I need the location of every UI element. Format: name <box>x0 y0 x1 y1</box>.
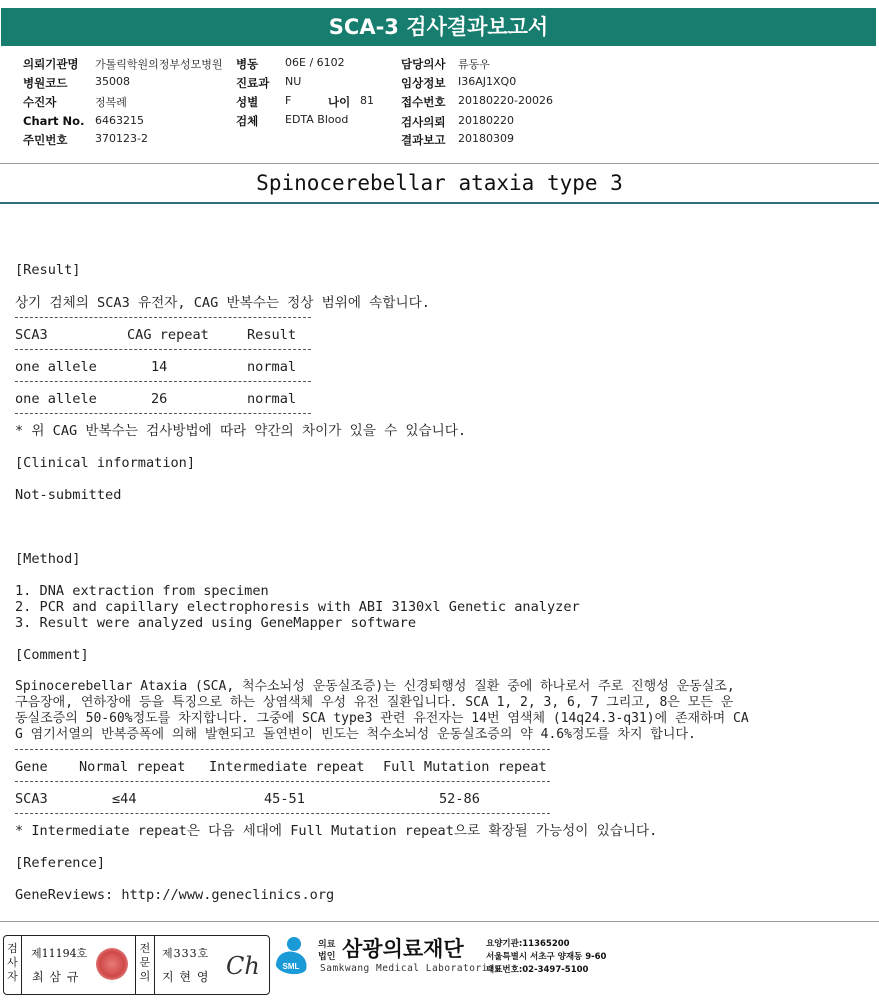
method-item: 3. Result were analyzed using GeneMapper software <box>15 615 417 631</box>
value-resident-no: 370123-2 <box>95 132 148 145</box>
label-specimen: 검체 <box>236 114 259 128</box>
clinical-heading: [Clinical information] <box>15 455 196 471</box>
value-physician: 류동우 <box>458 58 490 71</box>
table-divider <box>15 413 311 414</box>
contact-block <box>486 938 606 977</box>
gene-header-full-mutation: Full Mutation repeat <box>383 759 547 775</box>
method-item: 1. DNA extraction from specimen <box>15 583 269 599</box>
gene-row-intermediate: 45-51 <box>264 791 305 807</box>
value-sex: F <box>285 94 292 107</box>
result-row-allele: one allele <box>15 391 97 407</box>
title-underline <box>0 202 879 204</box>
org-name: 삼광의료재단 <box>342 937 464 961</box>
tester-seal-icon <box>96 948 128 980</box>
divider <box>0 163 879 164</box>
reviewer-signature: Ch <box>226 952 260 980</box>
gene-note: * Intermediate repeat은 다음 세대에 Full Mutation repeat으로 확장될 가능성이 있습니다. <box>15 823 658 839</box>
report-footer <box>0 930 879 1000</box>
footer-divider <box>0 921 879 922</box>
sml-logo-icon <box>272 936 312 976</box>
reference-heading: [Reference] <box>15 855 106 871</box>
org-prefix: 의료 법인 <box>318 940 336 962</box>
label-report-date: 결과보고 <box>401 133 446 147</box>
clinical-text: Not-submitted <box>15 487 122 503</box>
label-physician: 담당의사 <box>401 57 446 71</box>
report-header-title: SCA-3 검사결과보고서 <box>328 15 549 39</box>
value-accession-no: 20180220-20026 <box>458 94 553 107</box>
value-ward: 06E / 6102 <box>285 56 345 69</box>
table-divider <box>15 349 311 350</box>
report-title-bar <box>1 8 876 46</box>
report-main-title: Spinocerebellar ataxia type 3 <box>256 171 623 195</box>
tester-label: 검사자 <box>4 936 22 994</box>
method-heading: [Method] <box>15 551 81 567</box>
result-text: 상기 검체의 SCA3 유전자, CAG 반복수는 정상 범위에 속합니다. <box>15 295 430 311</box>
value-age: 81 <box>360 94 374 107</box>
signature-box <box>3 935 270 995</box>
contact-line: 대표번호:02-3497-5100 <box>486 965 589 975</box>
value-department: NU <box>285 75 302 88</box>
gene-header-normal: Normal repeat <box>79 759 186 775</box>
gene-row-full-mutation: 52-86 <box>439 791 480 807</box>
value-report-date: 20180309 <box>458 132 514 145</box>
result-header-result: Result <box>247 327 297 343</box>
label-hospital-code: 병원코드 <box>23 76 68 90</box>
comment-line: 동실조증의 50-60%정도를 차지합니다. 그중에 SCA type3 관련 유전자는 14번 염색체 (14q24.3-q31)에 존재하며 CA <box>15 711 749 726</box>
table-divider <box>15 781 550 782</box>
label-accession-no: 접수번호 <box>401 95 446 109</box>
patient-info <box>0 52 879 164</box>
gene-row-normal: ≤44 <box>112 791 137 807</box>
method-item: 2. PCR and capillary electrophoresis with ABI 3130xl Genetic analyzer <box>15 599 580 615</box>
value-specimen: EDTA Blood <box>285 113 349 126</box>
result-row-cag: 14 <box>151 359 168 375</box>
value-clinical-info: I36AJ1XQ0 <box>458 75 517 88</box>
result-row-cag: 26 <box>151 391 168 407</box>
reviewer-name: 지 현 영 <box>162 970 210 984</box>
label-sex: 성별 <box>236 95 259 109</box>
table-divider <box>15 813 550 814</box>
label-ward: 병동 <box>236 57 259 71</box>
gene-header-gene: Gene <box>15 759 48 775</box>
label-department: 진료과 <box>236 76 270 90</box>
tester-license-no: 제11194호 <box>31 947 88 960</box>
table-divider <box>15 749 550 750</box>
reference-text: GeneReviews: http://www.geneclinics.org <box>15 887 335 903</box>
gene-row-gene: SCA3 <box>15 791 48 807</box>
tester-name: 최 삼 규 <box>32 970 80 984</box>
comment-line: Spinocerebellar Ataxia (SCA, 척수소뇌성 운동실조증)는 신경퇴행성 질환 중에 하나로서 주로 진행성 운동실조, <box>15 679 735 694</box>
comment-line: G 염기서열의 반복증폭에 의해 발현되고 돌연변이 빈도는 척수소뇌성 운동실조증의 약 4.6%정도를 차지 합니다. <box>15 727 696 742</box>
contact-line: 서울특별시 서초구 양재동 9-60 <box>486 952 607 962</box>
label-clinical-info: 임상정보 <box>401 76 446 90</box>
comment-heading: [Comment] <box>15 647 89 663</box>
logo-badge-text: SML <box>282 962 300 971</box>
label-requesting-institution: 의뢰기관명 <box>23 57 79 71</box>
label-resident-no: 주민번호 <box>23 133 68 147</box>
org-english-name: Samkwang Medical Laboratories <box>320 963 501 974</box>
label-request-date: 검사의뢰 <box>401 115 446 129</box>
table-divider <box>15 317 311 318</box>
value-chart-no: 6463215 <box>95 114 144 127</box>
value-hospital-code: 35008 <box>95 75 130 88</box>
comment-line: 구음장애, 연하장애 등을 특징으로 하는 상염색체 우성 유전 질환입니다. SCA 1, 2, 3, 6, 7 그리고, 8은 모든 운 <box>15 695 734 710</box>
label-chart-no: Chart No. <box>23 114 85 128</box>
label-age: 나이 <box>328 95 351 109</box>
result-heading: [Result] <box>15 262 81 278</box>
result-row-result: normal <box>247 391 297 407</box>
result-row-result: normal <box>247 359 297 375</box>
value-request-date: 20180220 <box>458 114 514 127</box>
result-header-gene: SCA3 <box>15 327 48 343</box>
value-patient: 정복례 <box>95 96 127 109</box>
label-patient: 수진자 <box>23 95 57 109</box>
gene-header-intermediate: Intermediate repeat <box>209 759 365 775</box>
value-requesting-institution: 가톨릭학원의정부성모병원 <box>95 58 223 71</box>
reviewer-license-no: 제333호 <box>162 947 210 960</box>
table-divider <box>15 381 311 382</box>
result-header-cag: CAG repeat <box>127 327 209 343</box>
result-row-allele: one allele <box>15 359 97 375</box>
contact-line: 요양기관:11365200 <box>486 939 570 949</box>
result-note: * 위 CAG 반복수는 검사방법에 따라 약간의 차이가 있을 수 있습니다. <box>15 423 467 439</box>
reviewer-label: 전문의 <box>135 936 155 994</box>
